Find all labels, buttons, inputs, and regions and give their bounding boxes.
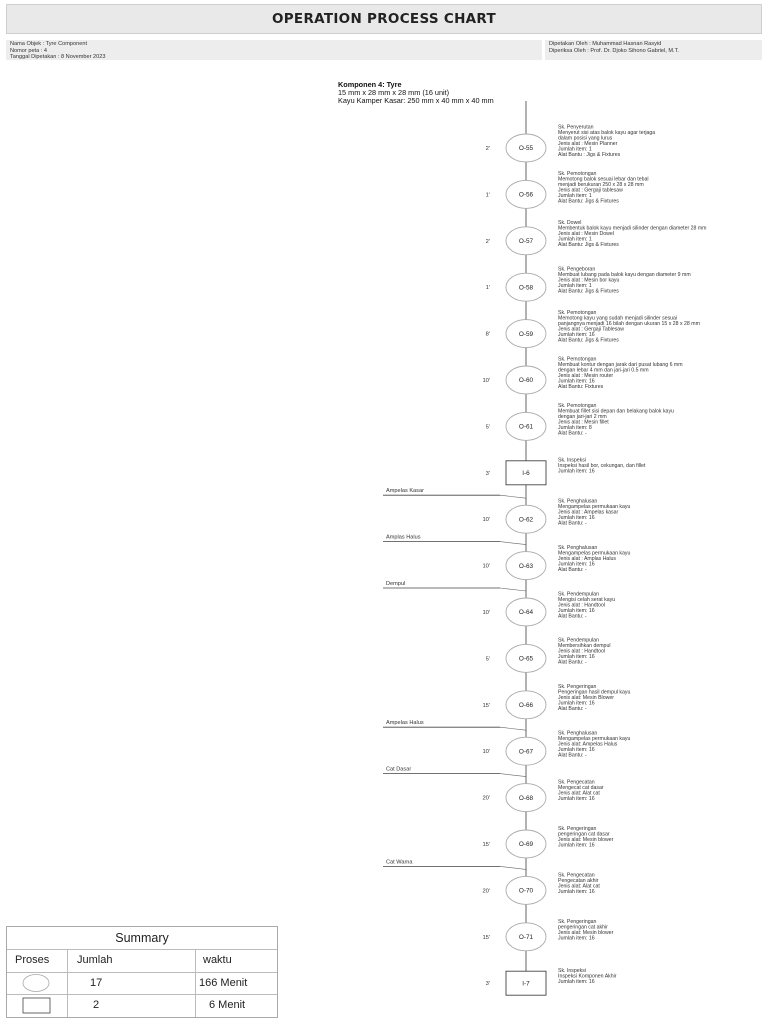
component-title: Komponen 4: Tyre bbox=[338, 80, 402, 89]
summary-operation-time: 166 Menit bbox=[199, 977, 248, 989]
step-description-line: menjadi berukuran 250 x 28 x 28 mm bbox=[558, 181, 644, 188]
step-id: O-66 bbox=[518, 702, 534, 709]
step-description-line: Jenis alat : Amplas Halus bbox=[558, 555, 616, 562]
step-description-line: Sk. Pemotongan bbox=[558, 402, 597, 409]
step-time: 20' bbox=[482, 888, 490, 895]
step-id: O-62 bbox=[518, 516, 534, 524]
material-label: Ampelas Kasar bbox=[386, 488, 424, 495]
summary-table bbox=[6, 926, 278, 1018]
step-description-line: dengan lebar 4 mm dan jari-jari 0.5 mm bbox=[558, 367, 649, 374]
step-description-line: Jumlah item: 16 bbox=[558, 607, 595, 614]
step-description-line: Jenis alat : Handtool bbox=[558, 602, 606, 609]
step-time: 15' bbox=[482, 934, 490, 941]
step-description-line: Jumlah item: 1 bbox=[558, 192, 592, 199]
step-description-line: Jenis alat : Ampelas kasar bbox=[558, 509, 619, 516]
step-description-line: Jenis alat : Mesin Planner bbox=[558, 141, 618, 147]
step-description-line: Sk. Inspeksi bbox=[558, 457, 586, 464]
step-time: 10' bbox=[482, 563, 490, 570]
step-description-line: Mengampelas permukaan kayu bbox=[558, 503, 631, 510]
step-description-line: Jumlah item: 16 bbox=[558, 796, 595, 803]
step-id: O-55 bbox=[518, 145, 534, 153]
step-id: O-63 bbox=[518, 562, 534, 570]
step-time: 1' bbox=[485, 192, 490, 199]
step-description-line: Mengampelas permukaan kayu bbox=[558, 550, 631, 557]
step-id: O-70 bbox=[518, 887, 534, 895]
step-description-line: Jumlah item: 16 bbox=[558, 378, 595, 385]
step-description-line: Sk. Dowel bbox=[558, 220, 582, 227]
step-description-line: Mengisi celah serat kayu bbox=[558, 596, 616, 603]
material-label: Amplas Halus bbox=[386, 534, 421, 541]
step-description-line: Jumlah item: 16 bbox=[558, 842, 595, 849]
step-description-line: Sk. Pengeringan bbox=[558, 684, 597, 691]
material-connector bbox=[500, 866, 526, 869]
step-description-line: Memotong kayu yang sudah menjadi silinder sesuai bbox=[558, 315, 678, 322]
step-description-line: Sk. Penghalusan bbox=[558, 544, 598, 551]
step-time: 5' bbox=[485, 656, 490, 663]
step-time: 2' bbox=[485, 238, 490, 245]
step-description-line: Jenis alat : Handtool bbox=[558, 648, 606, 655]
step-id: O-71 bbox=[518, 934, 534, 941]
step-id: O-59 bbox=[518, 330, 534, 338]
step-description-line: Sk. Pemotongan bbox=[558, 170, 597, 177]
step-description-line: Jumlah item: 16 bbox=[558, 888, 595, 895]
step-description-line: Jumlah item: 1 bbox=[558, 146, 592, 153]
step-description-line: Alat Bantu: - bbox=[558, 706, 587, 713]
step-description-line: Jumlah item: 16 bbox=[558, 746, 595, 753]
step-description-line: Jumlah item: 16 bbox=[558, 468, 595, 475]
step-description-line: pengeringan cat akhir bbox=[558, 924, 608, 931]
meta-checked-by: Diperiksa Oleh : Prof. Dr. Djoko Sihono Gabriel, M.T. bbox=[549, 47, 679, 54]
step-time: 3' bbox=[485, 981, 490, 988]
step-time: 10' bbox=[482, 378, 490, 384]
step-description-line: Jenis alat : Mesin router bbox=[558, 373, 614, 379]
step-description-line: Jenis alat : Mesin bor kayu bbox=[558, 277, 620, 284]
step-description-line: Alat Bantu: - bbox=[558, 659, 587, 666]
step-id: O-61 bbox=[518, 423, 534, 431]
step-id: O-69 bbox=[518, 841, 534, 849]
material-connector bbox=[500, 774, 526, 777]
step-description-line: Jenis alat : Mesin Dowel bbox=[558, 231, 614, 238]
step-description-line: Membentuk balok kayu menjadi silinder dengan diameter 28 mm bbox=[558, 225, 707, 232]
summary-operation-count: 17 bbox=[90, 977, 103, 989]
step-description-line: Alat Bantu: - bbox=[558, 520, 587, 527]
step-description-line: Jenis alat : Gergaji Tablesaw bbox=[558, 326, 624, 333]
material-connector bbox=[500, 588, 526, 591]
step-time: 15' bbox=[482, 842, 490, 848]
step-description-line: Sk. Pengeringan bbox=[558, 918, 597, 925]
step-description-line: Sk. Inspeksi bbox=[558, 967, 586, 974]
step-time: 10' bbox=[482, 517, 490, 524]
step-id: O-68 bbox=[518, 794, 534, 802]
operation-circle-icon bbox=[22, 973, 50, 993]
step-description-line: Inspeksi Komponen Akhir bbox=[558, 973, 617, 980]
step-description-line: Alat Bantu: - bbox=[558, 613, 587, 620]
step-time: 3' bbox=[485, 470, 490, 477]
step-description-line: Membuat kontur dengan jarak dari pusat lubang 6 mm bbox=[558, 362, 683, 368]
step-description-line: Alat Bantu: Jigs & Fixtures bbox=[558, 337, 619, 344]
material-connector bbox=[500, 542, 526, 545]
step-description-line: Sk. Penyerutan bbox=[558, 124, 594, 131]
step-description-line: Mengecat cat dasar bbox=[558, 785, 604, 792]
inspection-square-icon bbox=[22, 997, 50, 1015]
step-description-line: Jenis alat: Mesin blower bbox=[558, 929, 614, 936]
summary-inspection-time: 6 Menit bbox=[209, 999, 246, 1011]
step-id: O-67 bbox=[518, 748, 534, 756]
component-raw-material: Kayu Kamper Kasar: 250 mm x 40 mm x 40 mm bbox=[338, 96, 494, 106]
step-description-line: Alat Bantu : Jigs & Fixtures bbox=[558, 152, 621, 158]
step-time: 2' bbox=[485, 146, 490, 152]
step-id: O-57 bbox=[518, 238, 534, 245]
step-time: 1' bbox=[485, 285, 490, 292]
step-description-line: Membuat lubang pada balok kayu dengan diameter 9 mm bbox=[558, 271, 691, 278]
step-id: O-60 bbox=[518, 377, 534, 385]
step-description-line: Jumlah item: 1 bbox=[558, 236, 592, 243]
step-description-line: Sk. Pendempulan bbox=[558, 591, 599, 598]
component-size: 15 mm x 28 mm x 28 mm (16 unit) bbox=[338, 88, 450, 98]
step-description-line: Alat Bantu: Fixtures bbox=[558, 384, 604, 390]
meta-chart-number: Nomor peta : 4 bbox=[10, 47, 47, 54]
summary-title: Summary bbox=[7, 927, 277, 950]
step-description-line: Inspeksi hasil bor, cekungan, dan fillet bbox=[558, 463, 646, 470]
step-description-line: Jumlah item: 16 bbox=[558, 700, 595, 707]
step-description-line: dengan jari-jari 2 mm bbox=[558, 413, 607, 420]
material-connector bbox=[500, 495, 526, 498]
step-description-line: Sk. Penghalusan bbox=[558, 730, 598, 737]
summary-col-divider bbox=[195, 949, 196, 1017]
step-description-line: Sk. Pemotongan bbox=[558, 310, 597, 317]
step-description-line: Alat Bantu: Jigs & Fixtures bbox=[558, 242, 619, 249]
material-label: Dempul bbox=[386, 581, 406, 587]
step-description-line: dalam posisi yang lurus bbox=[558, 135, 613, 142]
material-connector bbox=[500, 727, 526, 730]
step-description-line: Jumlah item: 8 bbox=[558, 424, 592, 431]
summary-header-proses: Proses bbox=[15, 954, 50, 966]
meta-date: Tanggal Dipetakan : 8 November 2023 bbox=[10, 54, 106, 61]
step-description-line: panjangnya menjadi 16 bilah dengan ukuran 15 x 28 x 28 mm bbox=[558, 321, 700, 328]
step-description-line: Pengeringan hasil dempul kayu bbox=[558, 689, 631, 696]
step-description-line: Jumlah item: 1 bbox=[558, 282, 592, 289]
step-description-line: Jumlah item: 16 bbox=[558, 514, 595, 521]
summary-col-divider bbox=[67, 949, 68, 1017]
step-time: 10' bbox=[482, 749, 490, 756]
step-description-line: Sk. Pengecatan bbox=[558, 779, 595, 786]
step-description-line: Alat Bantu: Jigs & Fixtures bbox=[558, 198, 619, 205]
step-description-line: Jenis alat : Mesin fillet bbox=[558, 419, 609, 426]
step-description-line: Sk. Pemotongan bbox=[558, 356, 597, 363]
step-time: 15' bbox=[482, 702, 490, 709]
step-description-line: Sk. Pengecatan bbox=[558, 872, 595, 879]
step-id: O-65 bbox=[518, 655, 534, 663]
step-description-line: Alat Bantu: Jigs & Fixtures bbox=[558, 288, 619, 295]
step-description-line: Jumlah item: 16 bbox=[558, 978, 595, 985]
step-id: I-6 bbox=[522, 470, 530, 477]
material-label: Cat Warna bbox=[386, 859, 413, 866]
meta-object-name: Nama Objek : Tyre Component bbox=[10, 41, 88, 47]
step-description-line: Jumlah item: 16 bbox=[558, 561, 595, 568]
step-description-line: Jumlah item: 16 bbox=[558, 935, 595, 942]
step-description-line: Alat Bantu: - bbox=[558, 430, 587, 437]
summary-inspection-count: 2 bbox=[93, 999, 100, 1011]
material-label: Ampelas Halus bbox=[386, 720, 424, 727]
step-description-line: Sk. Pengeboran bbox=[558, 266, 596, 273]
step-description-line: Jumlah item: 16 bbox=[558, 654, 595, 661]
step-description-line: pengeringan cat dasar bbox=[558, 831, 610, 838]
meta-mapped-by: Dipetakan Oleh : Muhammad Hasnan Rasyid bbox=[549, 41, 662, 47]
step-description-line: Jenis alat: Mesin blower bbox=[558, 837, 614, 843]
summary-header-jumlah: Jumlah bbox=[77, 954, 113, 966]
step-description-line: Alat Bantu: - bbox=[558, 752, 587, 759]
step-description-line: Sk. Pendempulan bbox=[558, 637, 599, 644]
step-id: O-56 bbox=[518, 191, 534, 199]
summary-header-waktu: waktu bbox=[203, 954, 232, 966]
step-time: 10' bbox=[482, 610, 490, 616]
material-label: Cat Dasar bbox=[386, 766, 412, 773]
step-description-line: Jumlah item: 16 bbox=[558, 332, 595, 339]
step-description-line: Memotong balok sesuai lebar dan tebal bbox=[558, 176, 649, 183]
step-description-line: Sk. Pengeringan bbox=[558, 826, 597, 832]
step-description-line: Membuat fillet sisi depan dan belakang balok kayu bbox=[558, 408, 674, 415]
step-time: 5' bbox=[485, 424, 490, 431]
step-description-line: Mengampelas permukaan kayu bbox=[558, 735, 631, 742]
step-description-line: Alat Bantu: - bbox=[558, 566, 587, 573]
step-id: O-64 bbox=[518, 609, 534, 617]
step-description-line: Menyerut sisi atas balok kayu agar terjaga bbox=[558, 130, 656, 136]
step-description-line: Jenis alat: Alat cat bbox=[558, 790, 600, 797]
step-description-line: Jenis alat: Alat cat bbox=[558, 883, 600, 890]
step-time: 20' bbox=[482, 795, 490, 802]
chart-title: OPERATION PROCESS CHART bbox=[271, 11, 497, 27]
step-description-line: Sk. Penghalusan bbox=[558, 498, 598, 505]
step-description-line: Pengecatan akhir bbox=[558, 877, 599, 884]
step-description-line: Jenis alat: Ampelas Halus bbox=[558, 741, 618, 748]
step-description-line: Membersihkan dempul bbox=[558, 643, 611, 650]
step-description-line: Jenis alat: Mesin Blower bbox=[558, 695, 614, 702]
step-description-line: Jenis alat : Gergaji tablesaw bbox=[558, 187, 623, 194]
step-time: 8' bbox=[485, 331, 490, 338]
step-id: I-7 bbox=[522, 980, 530, 988]
step-id: O-58 bbox=[518, 284, 534, 292]
